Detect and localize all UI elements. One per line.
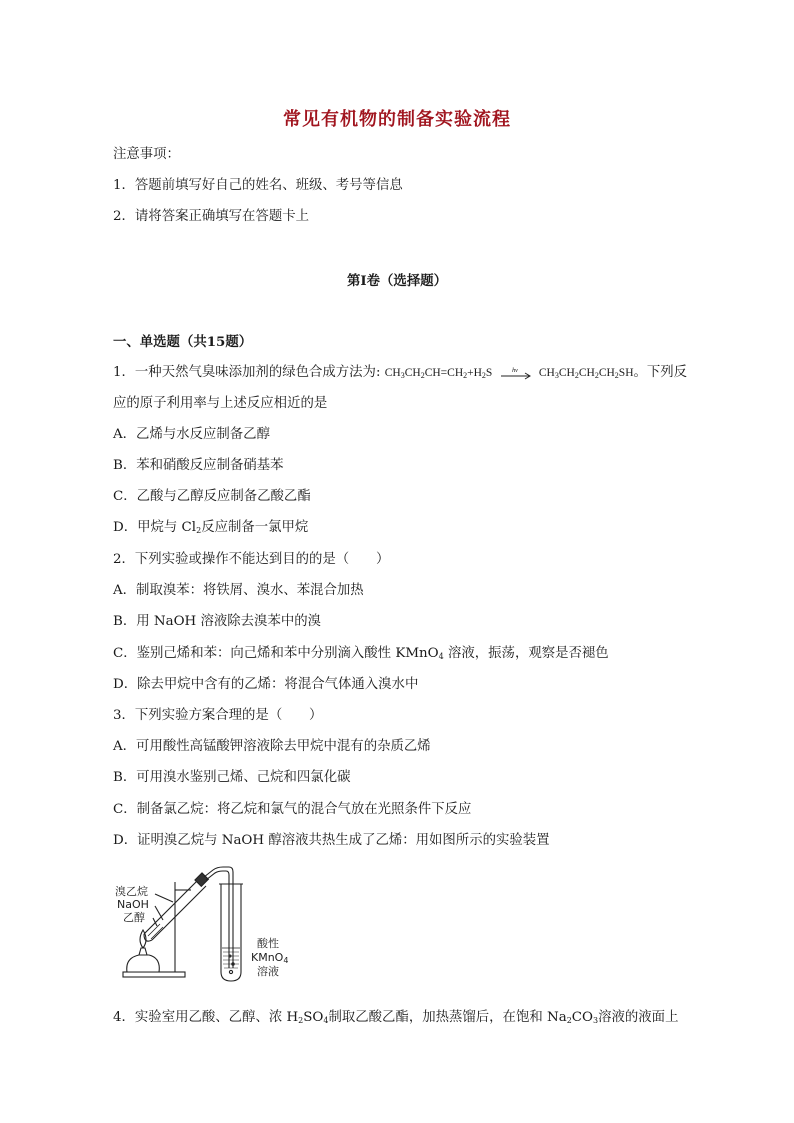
q2-option-b: B．用 NaOH 溶液除去溴苯中的溴 bbox=[113, 614, 322, 629]
figure-label-ethanol: 乙醇 bbox=[123, 911, 145, 924]
figure-label-solution: 溶液 bbox=[257, 965, 279, 978]
q1-option-b: B．苯和硝酸反应制备硝基苯 bbox=[113, 458, 284, 473]
question-1-stem-line2: 应的原子利用率与上述反应相近的是 bbox=[113, 396, 328, 411]
q3-option-d: D．证明溴乙烷与 NaOH 醇溶液共热生成了乙烯：用如图所示的实验装置 bbox=[113, 833, 550, 848]
q1-option-d: D．甲烷与 $Cl_2$反应制备一氯甲烷 bbox=[113, 520, 309, 535]
arrow-label: hν bbox=[511, 367, 518, 374]
question-2-stem: 2．下列实验或操作不能达到目的的是（ ） bbox=[113, 552, 390, 567]
q2-option-c: C．鉴别己烯和苯：向己烯和苯中分别滴入酸性 KMnO$_4$ 溶液，振荡，观察是否褪色 bbox=[113, 646, 609, 661]
question-4-stem: 4．实验室用乙酸、乙醇、浓 $H_2SO_4$制取乙酸乙酯，加热蒸馏后，在饱和 $Na_2CO_3$溶液的液面上 bbox=[113, 1010, 679, 1025]
q3-option-c: C．制备氯乙烷：将乙烷和氯气的混合气放在光照条件下反应 bbox=[113, 802, 472, 817]
question-3-stem: 3．下列实验方案合理的是（ ） bbox=[113, 708, 323, 723]
figure-label-bromoethane: 溴乙烷 bbox=[115, 885, 148, 898]
notice-heading: 注意事项： bbox=[113, 147, 180, 162]
q1-stem-suffix: 。下列反 bbox=[633, 365, 688, 380]
document-title: 常见有机物的制备实验流程 bbox=[283, 109, 511, 130]
q2-option-d: D．除去甲烷中含有的乙烯：将混合气体通入溴水中 bbox=[113, 677, 419, 692]
q3-option-b: B．可用溴水鉴别己烯、己烷和四氯化碳 bbox=[113, 770, 351, 785]
q1-reactants: $CH_3CH_2CH=CH_2+H_2S$ bbox=[384, 367, 493, 380]
q2-option-a: A．制取溴苯：将铁屑、溴水、苯混合加热 bbox=[113, 583, 364, 598]
notice-item-1: 1．答题前填写好自己的姓名、班级、考号等信息 bbox=[113, 178, 403, 193]
section-title: 第I卷（选择题） bbox=[347, 273, 447, 289]
figure-label-acidic: 酸性 bbox=[257, 937, 279, 950]
q1-option-c: C．乙酸与乙醇反应制备乙酸乙酯 bbox=[113, 489, 311, 504]
notice-item-2: 2．请将答案正确填写在答题卡上 bbox=[113, 209, 309, 224]
figure-label-naoh: NaOH bbox=[117, 898, 149, 911]
q1-stem-prefix: 1．一种天然气臭味添加剂的绿色合成方法为: bbox=[113, 365, 381, 380]
part-title: 一、单选题（共15题） bbox=[113, 334, 253, 350]
question-1-stem bbox=[113, 363, 687, 383]
q3-option-a: A．可用酸性高锰酸钾溶液除去甲烷中混有的杂质乙烯 bbox=[113, 739, 431, 754]
q1-option-a: A．乙烯与水反应制备乙醇 bbox=[113, 427, 270, 442]
figure-label-kmno4: KMnO$_4$ bbox=[251, 951, 289, 965]
apparatus-figure bbox=[113, 860, 303, 985]
reaction-arrow-icon bbox=[500, 366, 532, 380]
q1-product: $CH_3CH_2CH_2CH_2SH$ bbox=[538, 367, 634, 380]
